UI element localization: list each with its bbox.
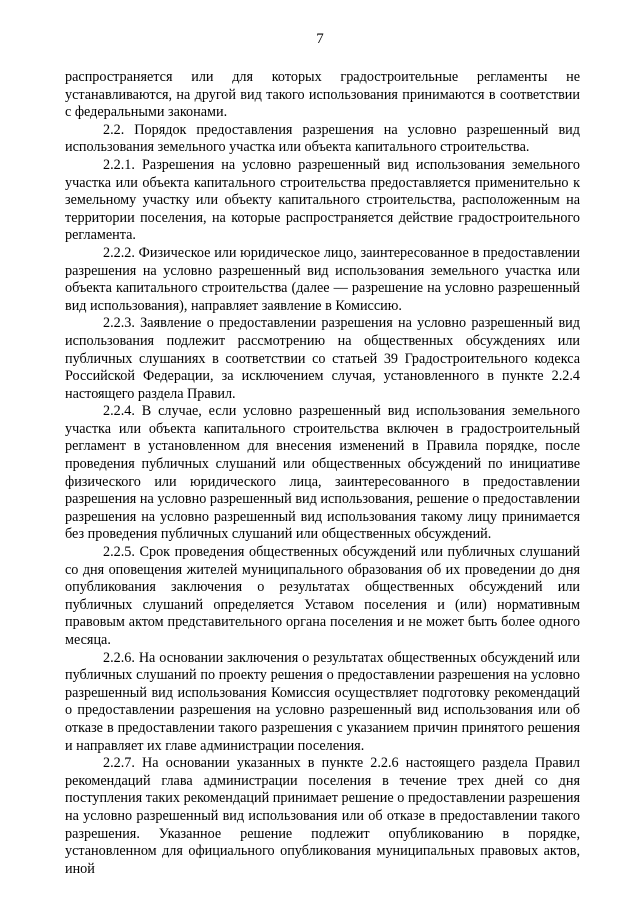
paragraph-2-2: 2.2. Порядок предоставления разрешения на условно разрешенный вид использования земельного участка или объекта капитального строительства. (65, 121, 580, 156)
paragraph-2-2-5: 2.2.5. Срок проведения общественных обсуждений или публичных слушаний со дня оповещения жителей муниципального образования об их проведении до дня опубликования заключения о результатах общественных обсуждений или публичных слушаний определяется Уставом поселения и (или) нормативным правовым актом представительного органа поселения и не может быть более одного месяца. (65, 544, 580, 648)
paragraph-2-2-1: 2.2.1. Разрешения на условно разрешенный вид использования земельного участка или объекта капитального строительства предоставляется применительно к земельному участку или объекту капитального строительства, расположенным на территории поселения, на которые распространяется действие градостроительного регламента. (65, 156, 580, 244)
paragraph-2-2-6: 2.2.6. На основании заключения о результатах общественных обсуждений или публичных слушаний по проекту решения о предоставлении разрешения на условно разрешенный вид использования Комиссия осуществляет подготовку рекомендаций о предоставлении разрешения на условно разрешенный вид использования или об отказе в предоставлении такого разрешения с указанием причин принятого решения и направляет их главе администрации поселения. (65, 649, 580, 754)
paragraph-continuation: распространяется или для которых градостроительные регламенты не устанавливаются, на другой вид такого использования принимаются в соответствии с федеральными законами. (65, 69, 580, 121)
page-number: 7 (316, 31, 324, 47)
paragraph-2-2-4: 2.2.4. В случае, если условно разрешенный вид использования земельного участка или объекта капитального строительства включен в градостроительный регламент в установленном для внесения изменений в Правила порядке, после проведения публичных слушаний или общественных обсуждений по инициативе физического или юридического лица, заинтересованного в предоставлении разрешения на условно разрешенный вид использования, решение о предоставлении разрешения на условно разрешенный вид использования такому лицу принимается без проведения публичных слушаний или общественных обсуждений. (65, 403, 580, 543)
paragraph-2-2-7: 2.2.7. На основании указанных в пункте 2.2.6 настоящего раздела Правил рекомендаций глава администрации поселения в течение трех дней со дня поступления таких рекомендаций принимает решение о предоставлении разрешения на условно разрешенный вид использования или об отказе в предоставлении такого разрешения. Указанное решение подлежит опубликованию в порядке, установленном для официального опубликования муниципальных правовых актов, иной (65, 755, 580, 877)
document-body (65, 69, 580, 878)
paragraph-2-2-2: 2.2.2. Физическое или юридическое лицо, заинтересованное в предоставлении разрешения на условно разрешенный вид использования земельного участка или объекта капитального строительства (далее — разрешение на условно разрешенный вид использования), направляет заявление в Комиссию. (65, 244, 580, 314)
paragraph-2-2-3: 2.2.3. Заявление о предоставлении разрешения на условно разрешенный вид использования подлежит рассмотрению на общественных обсуждениях или публичных слушаниях в соответствии со статьей 39 Градостроительного кодекса Российской Федерации, за исключением случая, установленного в пункте 2.2.4 настоящего раздела Правил. (65, 315, 580, 402)
